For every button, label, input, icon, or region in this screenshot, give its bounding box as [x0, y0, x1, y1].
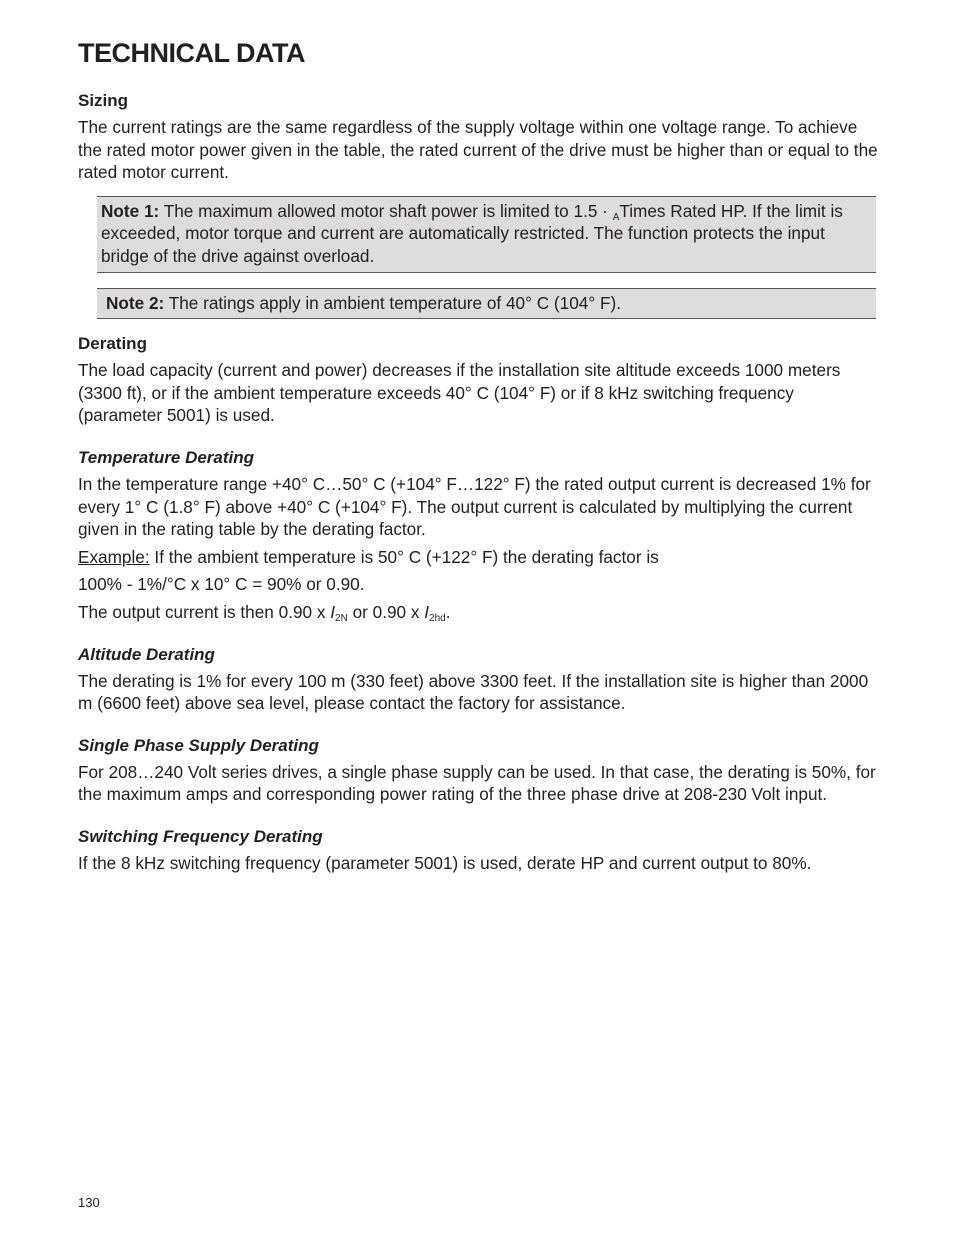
note-1-text-a: The maximum allowed motor shaft power is limited to 1.5 ·: [159, 200, 613, 221]
note-1-subscript: A: [612, 211, 620, 223]
example-text: If the ambient temperature is 50° C (+122° F) the derating factor is: [149, 546, 659, 567]
single-phase-derating-body: For 208…240 Volt series drives, a single phase supply can be used. In that case, the derating is 50%, for the maximum amps and corresponding power rating of the three phase drive at 208-230 Volt input.: [78, 761, 876, 805]
example-label: Example:: [78, 546, 150, 567]
sizing-body: The current ratings are the same regardless of the supply voltage within one voltage range. To achieve the rated motor power given in the table, the rated current of the drive must be higher than or equal to the rated motor current.: [78, 117, 878, 183]
output-text-a: The output current is then 0.90 x: [78, 601, 331, 622]
example-line: [78, 546, 878, 569]
note-1-label: Note 1:: [101, 200, 160, 221]
temperature-derating-body: In the temperature range +40° C…50° C (+104° F…122° F) the rated output current is decreased 1% for every 1° C (1.8° F) above +40° C (+104° F). The output current is calculated by multiplying the current given in the rating table by the derating factor.: [78, 473, 871, 540]
note-1-text-b: Times Rated HP. If the limit is exceeded, motor torque and current are automatically restricted. The function protects the input bridge of the drive against overload.: [101, 200, 843, 266]
altitude-derating-heading: Altitude Derating: [78, 644, 215, 664]
single-phase-derating-heading: Single Phase Supply Derating: [78, 735, 319, 755]
sizing-heading: Sizing: [78, 91, 129, 110]
note-2-text: The ratings apply in ambient temperature of 40° C (104° F).: [164, 292, 621, 313]
current-subscript-2: 2hd: [429, 612, 446, 624]
switching-frequency-derating-body: If the 8 kHz switching frequency (parameter 5001) is used, derate HP and current output to 80%.: [78, 852, 812, 873]
current-subscript-1: 2N: [335, 612, 348, 624]
derating-heading: Derating: [78, 334, 147, 354]
note-2-box: [97, 288, 876, 320]
switching-frequency-derating-heading: Switching Frequency Derating: [78, 826, 323, 846]
current-symbol-1: I: [330, 601, 336, 622]
page-title: TECHNICAL DATA: [78, 38, 305, 68]
note-1-box: [97, 196, 876, 273]
altitude-derating-body: The derating is 1% for every 100 m (330 feet) above 3300 feet. If the installation site is higher than 2000 m (6600 feet) above sea level, please contact the factory for assistance.: [78, 670, 869, 714]
page-content: [78, 36, 878, 874]
output-text-b: or 0.90 x: [347, 601, 425, 622]
output-text-c: .: [445, 601, 451, 622]
current-symbol-2: I: [424, 601, 430, 622]
output-current-line: [78, 601, 878, 624]
derating-formula: 100% - 1%/°C x 10° C = 90% or 0.90.: [78, 574, 365, 595]
derating-body: The load capacity (current and power) decreases if the installation site altitude exceeds 1000 meters (3300 ft), or if the ambient temperature exceeds 40° C (104° F) or if 8 kHz switching frequency (parameter 5001) is used.: [78, 360, 841, 426]
note-2-label: Note 2:: [106, 292, 165, 313]
page-number: 130: [78, 1195, 100, 1210]
temperature-derating-heading: Temperature Derating: [78, 447, 255, 467]
